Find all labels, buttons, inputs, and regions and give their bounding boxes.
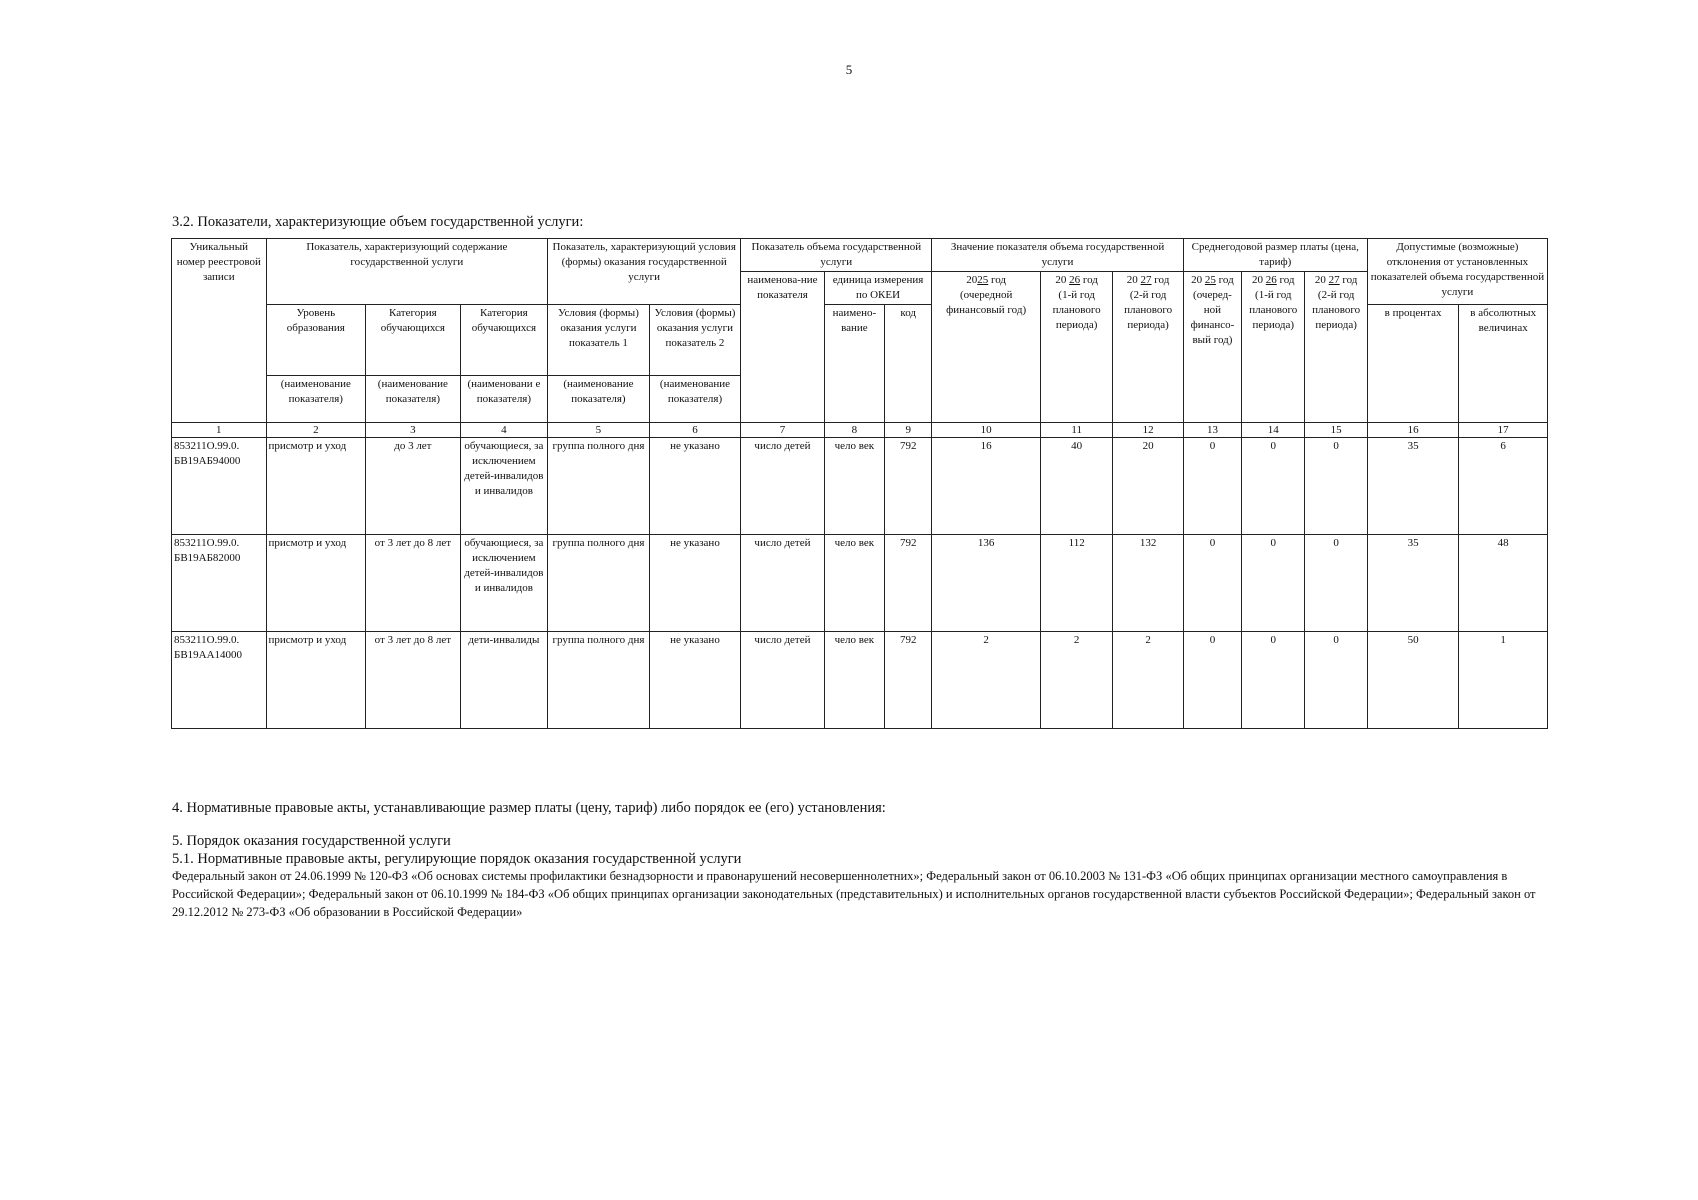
header-category-2: Категория обучающихся [460, 305, 548, 376]
fee-cell: 0 [1242, 535, 1305, 632]
deviation-percent-cell: 50 [1367, 632, 1459, 729]
indicator-cell: число детей [741, 535, 824, 632]
value-cell: 2 [932, 632, 1041, 729]
header-value-year-2: 20 26 год (1-й год планового периода) [1040, 272, 1112, 423]
fee-cell: 0 [1183, 438, 1241, 535]
fee-cell: 0 [1305, 632, 1367, 729]
content-cell: присмотр и уход [266, 535, 366, 632]
laws-paragraph: Федеральный закон от 24.06.1999 № 120-ФЗ «Об основах системы профилактики безнадзорности и правонарушений несовершеннолетних»; Федеральный закон от 06.10.2003 № 131-ФЗ «Об общих принципах организации местного самоуправления в Российской Федерации»; Федеральный закон от 06.10.1999 № 184-ФЗ «Об общих принципах организации законодательных (представительных) и исполнительных органов государственной власти субъектов Российской Федерации»; Федеральный закон от 29.12.2012 № 273-ФЗ «Об образовании в Российской Федерации» [172, 869, 1536, 919]
value-cell: 2 [1113, 632, 1183, 729]
fee-cell: 0 [1183, 535, 1241, 632]
unique-number-cell: 853211О.99.0. БВ19АБ82000 [172, 535, 267, 632]
section-5-heading: 5. Порядок оказания государственной услуги [172, 833, 451, 849]
column-number: 6 [649, 423, 741, 438]
column-number: 3 [366, 423, 461, 438]
age-cell: до 3 лет [366, 438, 461, 535]
category-cell: обучающиеся, за исключением детей-инвалидов и инвалидов [460, 535, 548, 632]
column-number: 15 [1305, 423, 1367, 438]
age-cell: от 3 лет до 8 лет [366, 632, 461, 729]
header-value-year-1: 2025 год (очередной финансовый год) [932, 272, 1041, 423]
value-cell: 20 [1113, 438, 1183, 535]
column-numbers-row [172, 423, 1548, 438]
header-name-indicator-5: (наименование показателя) [649, 376, 741, 423]
table-row [172, 632, 1548, 729]
column-number: 8 [824, 423, 884, 438]
value-cell: 112 [1040, 535, 1112, 632]
indicator-cell: число детей [741, 438, 824, 535]
indicator-cell: число детей [741, 632, 824, 729]
value-cell: 16 [932, 438, 1041, 535]
header-fee-year-3: 20 27 год (2-й год планового периода) [1305, 272, 1367, 423]
column-number: 11 [1040, 423, 1112, 438]
condition2-cell: не указано [649, 438, 741, 535]
section-4-heading: 4. Нормативные правовые акты, устанавливающие размер платы (цену, тариф) либо порядок ее (его) установления: [172, 800, 886, 816]
header-conditions-indicator: Показатель, характеризующий условия (формы) оказания государственной услуги [548, 239, 741, 305]
fee-cell: 0 [1305, 535, 1367, 632]
column-number: 17 [1459, 423, 1548, 438]
unique-number-cell: 853211О.99.0. БВ19АА14000 [172, 632, 267, 729]
column-number: 1 [172, 423, 267, 438]
column-number: 14 [1242, 423, 1305, 438]
header-indicator-name: наименова-ние показателя [741, 272, 824, 423]
fee-cell: 0 [1242, 438, 1305, 535]
code-cell: 792 [885, 632, 932, 729]
condition2-cell: не указано [649, 632, 741, 729]
category-cell: дети-инвалиды [460, 632, 548, 729]
value-cell: 132 [1113, 535, 1183, 632]
fee-cell: 0 [1305, 438, 1367, 535]
header-volume-values: Значение показателя объема государственной услуги [932, 239, 1183, 272]
header-in-percent: в процентах [1367, 305, 1459, 423]
deviation-absolute-cell: 48 [1459, 535, 1548, 632]
column-number: 4 [460, 423, 548, 438]
column-number: 12 [1113, 423, 1183, 438]
header-fee-year-2: 20 26 год (1-й год планового периода) [1242, 272, 1305, 423]
unit-cell: чело век [824, 535, 884, 632]
header-name-indicator-2: (наименование показателя) [366, 376, 461, 423]
fee-cell: 0 [1183, 632, 1241, 729]
header-value-year-3: 20 27 год (2-й год планового периода) [1113, 272, 1183, 423]
deviation-absolute-cell: 1 [1459, 632, 1548, 729]
unit-cell: чело век [824, 632, 884, 729]
age-cell: от 3 лет до 8 лет [366, 535, 461, 632]
code-cell: 792 [885, 535, 932, 632]
deviation-percent-cell: 35 [1367, 535, 1459, 632]
column-number: 7 [741, 423, 824, 438]
header-level: Уровень образования [266, 305, 366, 376]
condition2-cell: не указано [649, 535, 741, 632]
header-content-indicator: Показатель, характеризующий содержание государственной услуги [266, 239, 548, 305]
header-fee-year-1: 20 25 год (очеред-ной финансо-вый год) [1183, 272, 1241, 423]
header-volume-indicator: Показатель объема государственной услуги [741, 239, 932, 272]
column-number: 13 [1183, 423, 1241, 438]
value-cell: 136 [932, 535, 1041, 632]
header-deviations: Допустимые (возможные) отклонения от установленных показателей объема государственной услуги [1367, 239, 1547, 305]
header-in-absolute: в абсолютных величинах [1459, 305, 1548, 423]
deviation-absolute-cell: 6 [1459, 438, 1548, 535]
value-cell: 2 [1040, 632, 1112, 729]
section-title: 3.2. Показатели, характеризующие объем государственной услуги: [172, 214, 584, 230]
page-number: 5 [845, 62, 853, 77]
header-okei-unit: единица измерения по ОКЕИ [824, 272, 932, 305]
header-avg-fee: Среднегодовой размер платы (цена, тариф) [1183, 239, 1367, 272]
header-unit-naming: наимено-вание [824, 305, 884, 423]
header-condition-2: Условия (формы) оказания услуги показатель 2 [649, 305, 741, 376]
condition-cell: группа полного дня [548, 438, 650, 535]
condition-cell: группа полного дня [548, 632, 650, 729]
content-cell: присмотр и уход [266, 632, 366, 729]
content-cell: присмотр и уход [266, 438, 366, 535]
table-row [172, 535, 1548, 632]
header-name-indicator-1: (наименование показателя) [266, 376, 366, 423]
header-condition-1: Условия (формы) оказания услуги показатель 1 [548, 305, 650, 376]
volume-indicators-table [171, 238, 1548, 729]
unique-number-cell: 853211О.99.0. БВ19АБ94000 [172, 438, 267, 535]
column-number: 16 [1367, 423, 1459, 438]
section-5-1-heading: 5.1. Нормативные правовые акты, регулирующие порядок оказания государственной услуги [172, 851, 742, 867]
header-name-indicator-3: (наименовани е показателя) [460, 376, 548, 423]
header-unique-number: Уникальный номер реестровой записи [172, 239, 267, 423]
header-category-1: Категория обучающихся [366, 305, 461, 376]
category-cell: обучающиеся, за исключением детей-инвалидов и инвалидов [460, 438, 548, 535]
header-unit-code: код [885, 305, 932, 423]
value-cell: 40 [1040, 438, 1112, 535]
deviation-percent-cell: 35 [1367, 438, 1459, 535]
table-row [172, 438, 1548, 535]
column-number: 9 [885, 423, 932, 438]
condition-cell: группа полного дня [548, 535, 650, 632]
column-number: 5 [548, 423, 650, 438]
column-number: 10 [932, 423, 1041, 438]
code-cell: 792 [885, 438, 932, 535]
fee-cell: 0 [1242, 632, 1305, 729]
column-number: 2 [266, 423, 366, 438]
header-name-indicator-4: (наименование показателя) [548, 376, 650, 423]
unit-cell: чело век [824, 438, 884, 535]
